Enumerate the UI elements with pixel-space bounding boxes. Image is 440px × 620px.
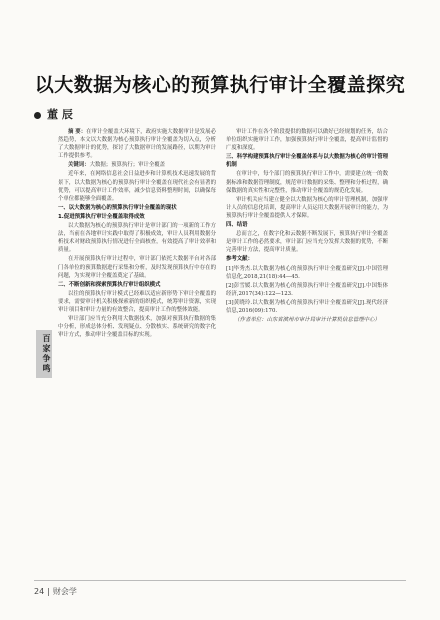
page-number: 24	[34, 587, 45, 596]
keywords	[58, 161, 216, 169]
author-name: 董 辰	[47, 108, 73, 121]
references-heading: 参考文献：	[226, 256, 253, 263]
author-affiliation: （作者单位：山东省滨州市审计局审计计算机信息管理中心）	[234, 317, 380, 324]
abstract-label: 摘 要：	[68, 129, 87, 135]
body-paragraph: 以往的预算执行审计模式已经难以适应新形势下审计全覆盖的要求，需要审计机关积极探索新的组织模式，统筹审计资源，实现审计项目和审计力量的有效整合，提高审计工作的整体效能。	[58, 290, 216, 313]
body-paragraph: 总而言之，在数字化和云数据不断发展下，预算执行审计全覆盖是审计工作的必然要求，审计部门应当充分发挥大数据的优势，不断完善审计方法，提高审计质量。	[226, 231, 388, 254]
references-list	[226, 265, 388, 316]
body-paragraph: 在开展预算执行审计过程中，审计部门依托大数据平台对各部门各单位的预算数据进行采集和分析，及时发现预算执行中存在的问题，为实现审计全覆盖奠定了基础。	[58, 256, 216, 279]
body-paragraph: 以大数据为核心的预算执行审计是审计部门的一项新的工作方法，当前在各地审计实践中取得了积极成效，审计人员利用数据分析技术对财政预算执行情况进行全面核查，有效提高了审计效率和质量。	[58, 223, 216, 254]
footer-separator: |	[47, 587, 50, 596]
abstract-text: 在审计全覆盖大环境下，政府实施大数据审计是发展必然趋势，本文以大数据为核心预算执行审计全覆盖为切入点，分析了大数据审计的优势，探讨了大数据审计的发展路径，以期为审计工作提供参考。	[58, 129, 216, 160]
footer-divider	[34, 580, 406, 581]
page-footer	[34, 586, 77, 597]
section-heading: 四、结语	[226, 222, 248, 229]
keywords-label: 关键词：	[68, 162, 90, 169]
body-paragraph: 审计工作在各个阶段提供的数据可以做好已经规划的任务，结合单位组织实施审计工作，加强预算执行审计全覆盖，提高审计监督的广度和深度。	[226, 129, 388, 152]
author	[34, 106, 73, 122]
section-heading: 一、以大数据为核心的预算执行审计全覆盖的现状	[58, 204, 177, 211]
reference-item: [3]黄晓玲.以大数据为核心的预算执行审计全覆盖研究[J].现代经济信息,2016(09):170.	[226, 299, 388, 314]
journal-name: 财会学	[52, 587, 77, 596]
reference-item: [2]彭雪媛.以大数据为核心的预算执行审计全覆盖研究[J].中国集体经济,2017(34):122—123.	[226, 282, 388, 297]
subsection-heading: 二、不断创新和探索预算执行审计组织模式	[58, 281, 161, 288]
article-title: 以大数据为核心的预算执行审计全覆盖探究	[34, 74, 406, 96]
body-paragraph: 在审计中，每个部门的预算执行审计工作中，需要建立统一的数据标准和数据管理制度，规范审计数据的采集、整理和分析过程，确保数据的真实性和完整性，推动审计全覆盖的规范化发展。	[226, 171, 388, 194]
subsection-heading: 1.促进预算执行审计全覆盖取得成效	[58, 213, 145, 220]
reference-item: [1]毕秀杰.以大数据为核心的预算执行审计全覆盖研究[J].中国管理信息化,2018,21(18):44—45.	[226, 265, 388, 280]
bullet-icon	[34, 112, 41, 119]
body-paragraph: 近年来，在网络信息社会日益进步和计算机技术迅速发展的背景下，以大数据为核心的预算执行审计全覆盖在现代社会有显著的优势，可以提高审计工作效率，减少信息资料整理时间，以确保每个单位都能够全面覆盖。	[58, 171, 216, 202]
body-paragraph: 审计部门应当充分利用大数据技术，加强对预算执行数据的集中分析，形成总体分析、发现疑点、分散核实、系统研究的数字化审计方式，推动审计全覆盖目标的实现。	[58, 316, 216, 339]
right-column	[226, 128, 388, 325]
body-paragraph: 审计机关应当建立健全以大数据为核心的审计管理机制，加强审计人员的信息化培训，提高审计人员运用大数据开展审计的能力，为预算执行审计全覆盖提供人才保障。	[226, 196, 388, 219]
subsection-heading: 三、科学构建预算执行审计全覆盖体系与以大数据为核心的审计管理机制	[226, 154, 388, 169]
left-column	[58, 128, 216, 340]
section-side-tab: 百家争鸣	[36, 330, 52, 378]
abstract	[58, 128, 216, 160]
keywords-text: 大数据；预算执行；审计全覆盖	[89, 162, 166, 169]
